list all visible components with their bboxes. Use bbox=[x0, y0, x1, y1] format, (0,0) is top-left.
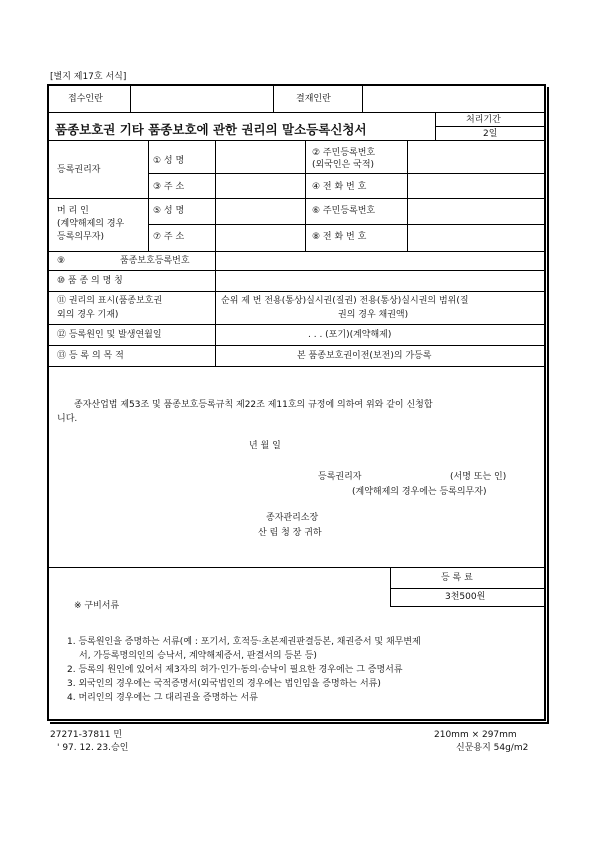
paper-size: 210mm × 297mm bbox=[434, 730, 517, 740]
cause-value: . . . (포기)(계약해제) bbox=[308, 330, 392, 340]
processing-period-value: 2일 bbox=[483, 129, 498, 139]
obligor-label: 머 리 인 bbox=[57, 206, 89, 216]
cause-label: ⑫ 등록원인 및 발생연월일 bbox=[57, 330, 162, 340]
variety-name-label: ⑩ 품 종 의 명 칭 bbox=[57, 276, 123, 286]
document-item-1-cont: 서, 가등록명의인의 승낙서, 계약해제증서, 판결서의 등본 등) bbox=[79, 651, 317, 661]
obligor-label-note: (계약해제의 경우 bbox=[57, 219, 125, 229]
document-item-1: 1. 등록원인을 증명하는 서류(예 : 포기서, 호적등·초본제권판결등본, 채권증서 및 채무변제 bbox=[67, 637, 421, 647]
rights-label: ⑪ 권리의 표시(품종보호권 bbox=[57, 296, 163, 306]
reg-no-label: 품종보호등록번호 bbox=[120, 256, 190, 266]
purpose-label: ⑬ 등 록 의 목 적 bbox=[57, 351, 124, 361]
document-item-2: 2. 등록의 원인에 있어서 제3자의 허가·인가·동의·승낙이 필요한 경우에는 그 증명서류 bbox=[67, 665, 403, 675]
obligor-phone-field[interactable] bbox=[408, 225, 545, 250]
obligor-name-label: ⑤ 성 명 bbox=[153, 206, 185, 216]
registrant-address-label: ③ 주 소 bbox=[153, 182, 185, 192]
processing-period-label: 처리기간 bbox=[466, 115, 501, 125]
form-id: [별지 제17호 서식] bbox=[50, 72, 127, 82]
reg-no-field[interactable] bbox=[216, 252, 545, 269]
approval-stamp-label: 결재인란 bbox=[296, 94, 331, 104]
registrant-nationality-label: (외국인은 국적) bbox=[312, 160, 375, 170]
application-date: 년 월 일 bbox=[249, 441, 281, 451]
obligor-address-label: ⑦ 주 소 bbox=[153, 232, 185, 242]
registrant-id-field[interactable] bbox=[408, 141, 545, 172]
signer-label: 등록권리자 bbox=[318, 472, 362, 482]
declaration-text-cont: 니다. bbox=[57, 414, 78, 424]
registrant-name-label: ① 성 명 bbox=[153, 156, 185, 166]
reg-no-number: ⑨ bbox=[57, 256, 66, 266]
obligor-name-field[interactable] bbox=[216, 199, 304, 223]
rights-value: 순위 제 번 전용(통상)실시권(질권) 전용(통상)실시권의 범위(질 bbox=[221, 296, 469, 306]
fee-value: 3천500원 bbox=[445, 592, 486, 602]
addressee-2: 산 림 청 장 귀하 bbox=[258, 528, 322, 538]
addressee-1: 종자관리소장 bbox=[266, 513, 319, 523]
document-item-3: 3. 외국인의 경우에는 국적증명서(외국법인의 경우에는 법인임을 증명하는 서류) bbox=[67, 679, 381, 689]
paper-type: 신문용지 54g/m2 bbox=[456, 743, 529, 753]
approval-date: ' 97. 12. 23.승인 bbox=[57, 743, 129, 753]
obligor-phone-label: ⑧ 전 화 번 호 bbox=[312, 232, 367, 242]
purpose-value: 본 품종보호권이전(보전)의 가등록 bbox=[297, 351, 432, 361]
registrant-label: 등록권리자 bbox=[57, 165, 101, 175]
registrant-address-field[interactable] bbox=[216, 174, 304, 197]
obligor-label-note-2: 등록의무자) bbox=[57, 232, 104, 242]
signer-note: (계약해제의 경우에는 등록의무자) bbox=[352, 487, 487, 497]
form-code: 27271-37811 민 bbox=[50, 730, 123, 740]
registrant-phone-field[interactable] bbox=[408, 174, 545, 197]
registrant-name-field[interactable] bbox=[216, 141, 304, 172]
variety-name-field[interactable] bbox=[216, 271, 545, 290]
rights-value-note: 권의 경우 채권액) bbox=[338, 310, 409, 320]
obligor-id-field[interactable] bbox=[408, 199, 545, 223]
obligor-id-label: ⑥ 주민등록번호 bbox=[312, 206, 376, 216]
page-title: 품종보호권 기타 품종보호에 관한 권리의 말소등록신청서 bbox=[55, 122, 367, 137]
rights-label-note: 외의 경우 기재) bbox=[57, 310, 119, 320]
receipt-stamp-label: 접수인란 bbox=[68, 94, 103, 104]
obligor-address-field[interactable] bbox=[216, 225, 304, 250]
signature-note: (서명 또는 인) bbox=[450, 472, 507, 482]
registrant-phone-label: ④ 전 화 번 호 bbox=[312, 182, 367, 192]
declaration-text: 종자산업법 제53조 및 품종보호등록규칙 제22조 제11호의 규정에 의하여 위와 같이 신청합 bbox=[74, 400, 433, 410]
required-documents-heading: ※ 구비서류 bbox=[74, 601, 120, 611]
document-item-4: 4. 머리인의 경우에는 그 대리권을 증명하는 서류 bbox=[67, 693, 258, 703]
fee-label: 등 록 료 bbox=[441, 573, 473, 583]
registrant-id-label: ② 주민등록번호 bbox=[312, 148, 376, 158]
